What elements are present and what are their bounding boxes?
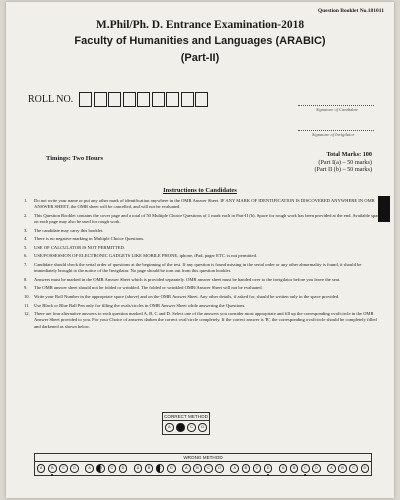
instruction-item bbox=[24, 198, 382, 210]
answer-bubble: B bbox=[338, 464, 347, 473]
instruction-number: 9. bbox=[24, 285, 28, 291]
instruction-text: Candidate should check the serial order of questions at the beginning of the test. If any question is found missing in the serial order or any other abnormality is found, it should be immediately brought to the notice of the Invigilator. No page should be torn out from this question booklet. bbox=[34, 261, 362, 274]
answer-bubble: C bbox=[59, 464, 68, 473]
roll-number-boxes bbox=[79, 92, 210, 107]
instruction-item bbox=[24, 303, 382, 309]
answer-bubble: D bbox=[119, 464, 128, 473]
exam-title: M.Phil/Ph. D. Entrance Examination-2018 bbox=[95, 19, 305, 31]
candidate-signature-label: Signature of Candidate bbox=[316, 107, 358, 112]
instruction-item bbox=[24, 236, 382, 242]
booklet-number: Question Booklet No.181011 bbox=[317, 8, 384, 14]
answer-bubble: B bbox=[145, 464, 154, 473]
answer-bubble: C bbox=[301, 464, 310, 473]
correct-method-bubbles bbox=[163, 421, 209, 434]
instruction-number: 8. bbox=[24, 276, 28, 282]
answer-bubble: C bbox=[349, 464, 358, 473]
instructions-title: Instructions to Candidates bbox=[163, 187, 237, 194]
instruction-number: 7. bbox=[24, 261, 28, 267]
instruction-text: Answers must be marked in the OMR Answer Sheet which is provided separately. OMR answer sheet must be handed over to the invigilator before you leave the seat. bbox=[34, 276, 341, 282]
answer-bubble: A bbox=[230, 464, 239, 473]
total-marks: Total Marks: 100 bbox=[326, 151, 372, 158]
instruction-item bbox=[24, 285, 382, 291]
answer-bubble: D bbox=[198, 423, 207, 432]
roll-number-box[interactable] bbox=[181, 92, 194, 107]
roll-number-box[interactable] bbox=[123, 92, 136, 107]
roll-number-label: ROLL NO. bbox=[28, 94, 74, 105]
correct-method-title: CORRECT METHOD bbox=[164, 414, 208, 419]
wrong-method-example bbox=[326, 464, 370, 473]
answer-bubble: A bbox=[165, 423, 174, 432]
instruction-text: Write your Roll Number in the appropriate space (above) and on the OMR Answer Sheet. Any other details, if asked for, should be written only in the space provided. bbox=[34, 293, 340, 299]
instruction-text: USE OF CALCULATOR IS NOT PERMITTED. bbox=[34, 244, 125, 250]
instruction-item bbox=[24, 213, 382, 225]
instructions-list bbox=[24, 198, 382, 332]
wrong-method-example bbox=[132, 464, 176, 473]
exam-cover-page bbox=[6, 2, 394, 498]
instruction-number: 6. bbox=[24, 253, 28, 259]
answer-bubble: D bbox=[167, 464, 176, 473]
answer-bubble: D bbox=[264, 464, 273, 473]
wrong-method-box bbox=[34, 453, 372, 476]
instruction-text: This Question Booklet contains the cover page and a total of 50 Multiple Choice Questions of 1 mark each in Part-II (b). Space for rough work has been provided at the end. Available space on each page may also be used for rough work. bbox=[34, 212, 382, 224]
invigilator-signature-line bbox=[298, 130, 374, 131]
part-a-marks: (Part I(a) – 50 marks) bbox=[318, 158, 372, 166]
correct-method-box bbox=[162, 412, 210, 435]
wrong-method-title: WRONG METHOD bbox=[35, 454, 371, 462]
instruction-item bbox=[24, 311, 382, 330]
instruction-number: 5. bbox=[24, 244, 28, 250]
roll-number-box[interactable] bbox=[195, 92, 208, 107]
wrong-method-example bbox=[181, 464, 225, 473]
answer-bubble: B bbox=[290, 464, 299, 473]
answer-bubble: C bbox=[187, 423, 196, 432]
instruction-item bbox=[24, 277, 382, 283]
answer-bubble: D bbox=[70, 464, 79, 473]
instruction-number: 4. bbox=[24, 236, 28, 242]
instruction-text: The candidate may carry this booklet. bbox=[34, 227, 104, 233]
answer-bubble: C bbox=[253, 464, 262, 473]
answer-bubble: A bbox=[279, 464, 288, 473]
instruction-item bbox=[24, 262, 382, 274]
instruction-item bbox=[24, 294, 382, 300]
answer-bubble: D bbox=[312, 464, 321, 473]
answer-bubble: A bbox=[327, 464, 336, 473]
candidate-signature-line bbox=[298, 105, 374, 106]
answer-bubble: B bbox=[176, 423, 185, 432]
roll-number-box[interactable] bbox=[152, 92, 165, 107]
roll-number-box[interactable] bbox=[166, 92, 179, 107]
instruction-number: 3. bbox=[24, 227, 28, 233]
answer-bubble: D bbox=[215, 464, 224, 473]
answer-bubble: D bbox=[361, 464, 370, 473]
instruction-number: 10. bbox=[24, 293, 30, 299]
roll-number-box[interactable] bbox=[108, 92, 121, 107]
answer-bubble: A bbox=[134, 464, 143, 473]
instruction-text: Use Black or Blue Ball Pen only for filling the ovals/circles in OMR Answer Sheet while answering the Questions. bbox=[34, 302, 246, 308]
answer-bubble: A bbox=[182, 464, 191, 473]
instruction-text: The OMR answer sheet should not be folded or wrinkled. The folded or wrinkled OMR/Answer Sheet will not be evaluated. bbox=[34, 285, 263, 291]
answer-bubble: A bbox=[37, 464, 46, 473]
roll-number-section bbox=[28, 92, 210, 107]
roll-number-box[interactable] bbox=[79, 92, 92, 107]
instruction-text: There is no negative marking in Multiple Choice Questions. bbox=[34, 236, 145, 242]
instruction-item bbox=[24, 245, 382, 251]
faculty-title: Faculty of Humanities and Languages (ARABIC) bbox=[74, 35, 326, 47]
instruction-number: 12. bbox=[24, 311, 30, 317]
instruction-item bbox=[24, 253, 382, 259]
instruction-number: 2. bbox=[24, 212, 28, 218]
answer-bubble: C bbox=[108, 464, 117, 473]
wrong-method-bubbles bbox=[35, 462, 371, 475]
instruction-text: Do not write your name or put any other mark of identification anywhere in the OMR Answer Sheet. IF ANY MARK OF IDENTIFICATION IS DISCOVERED ANYWHERE IN OMR ANSWER SHEET, the OMR sheet will be cancelled, and will not be evaluated. bbox=[34, 198, 375, 210]
timing-text: Timings: Two Hours bbox=[46, 155, 104, 162]
invigilator-signature-label: Signature of Invigilator bbox=[312, 132, 355, 137]
answer-bubble: C bbox=[156, 464, 165, 473]
wrong-method-example bbox=[229, 464, 273, 473]
part-b-marks: (Part II (b) – 50 marks) bbox=[314, 166, 372, 173]
roll-number-box[interactable] bbox=[94, 92, 107, 107]
instruction-text: There are four alternative answers to each question marked A, B, C and D. Select one of the answers you consider most appropriate and fill up the corresponding oval/circle in the OMR Answer Sheet provided to you. For your Choice of answers darken the correct oval/circle completely. If the correct answer is 'B', the corresponding oval/circle should be completely filled and darkened as shown below. bbox=[34, 311, 377, 329]
wrong-method-example bbox=[84, 464, 128, 473]
answer-bubble: B bbox=[48, 464, 57, 473]
instruction-number: 11. bbox=[24, 302, 30, 308]
answer-bubble: B bbox=[193, 464, 202, 473]
instruction-text: USE/POSSESSION OF ELECTRONIC GADGETS LIKE MOBILE PHONE, iphone, iPad, pager ETC. is not permitted. bbox=[34, 253, 258, 259]
roll-number-box[interactable] bbox=[137, 92, 150, 107]
instruction-number: 1. bbox=[24, 198, 28, 203]
answer-bubble: B bbox=[96, 464, 105, 473]
marks-block bbox=[314, 151, 372, 174]
wrong-method-example bbox=[278, 464, 322, 473]
instruction-item bbox=[24, 228, 382, 234]
answer-bubble: B bbox=[242, 464, 251, 473]
answer-bubble: C bbox=[204, 464, 213, 473]
wrong-method-example bbox=[36, 464, 80, 473]
part-title: (Part-II) bbox=[180, 52, 220, 64]
answer-bubble: A bbox=[85, 464, 94, 473]
